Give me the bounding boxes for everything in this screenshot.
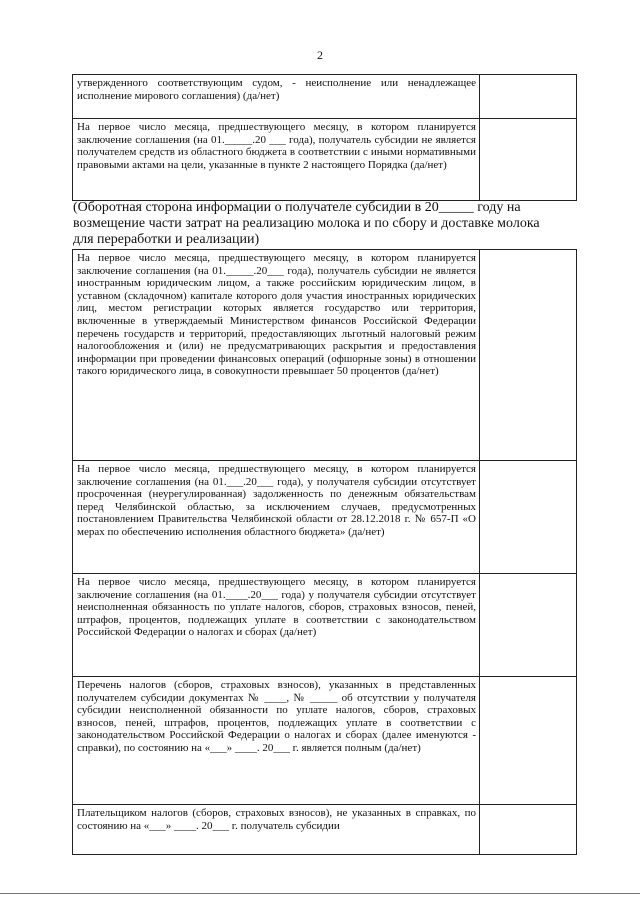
table-row [73,677,577,805]
caption-line: возмещение части затрат на реализацию молока и по сбору и доставке молока [73,216,540,231]
page-number: 2 [317,48,323,62]
caption-line: (Оборотная сторона информации о получателе субсидии в 20_____ году на [73,200,521,215]
info-table-main [72,249,577,855]
answer-cell[interactable] [480,250,577,461]
answer-cell[interactable] [480,461,577,574]
answer-cell[interactable] [480,119,577,201]
row-text: Плательщиком налогов (сборов, страховых взносов), не указанных в справках, по состоянию на «___» ____. 20___ г. получатель субсидии [73,805,480,855]
page-edge-divider [0,893,640,894]
section-caption [73,200,583,248]
row-text: утвержденного соответствующим судом, - неисполнение или ненадлежащее исполнение мирового соглашения) (да/нет) [73,75,480,119]
table-row [73,75,577,119]
answer-cell[interactable] [480,75,577,119]
caption-line: для переработки и реализации) [73,232,260,247]
row-text: Перечень налогов (сборов, страховых взносов), указанных в представленных получателем субсидии документах № ____, № _____ об отсутствии у получателя субсидии неисполненной обязанности по уплате налогов, сборов, страховых взносов, пеней, штрафов, процентов, подлежащих уплате в соответствии с законодательством Российской Федерации о налогах и сборах (далее именуются - справки), по состоянию на «___» ____. 20___ г. является полным (да/нет) [73,677,480,805]
table-row [73,805,577,855]
table-row [73,250,577,461]
table-row [73,461,577,574]
answer-cell[interactable] [480,574,577,677]
answer-cell[interactable] [480,677,577,805]
table-row [73,574,577,677]
row-text: На первое число месяца, предшествующего месяцу, в котором планируется заключение соглашения (на 01.___.20___ года), у получателя субсидии отсутствует просроченная (неурегулированная) задолженность по денежным обязательствам перед Челябинской областью, за исключением случаев, предусмотренных постановлением Правительства Челябинской области от 28.12.2018 г. № 657-П «О мерах по обеспечению исполнения областного бюджета» (да/нет) [73,461,480,574]
info-table-top [72,74,577,201]
row-text: На первое число месяца, предшествующего месяцу, в котором планируется заключение соглашения (на 01._____.20 ___ года), получатель субсидии не является получателем средств из областного бюджета в соответствии с иными нормативными правовыми актами на цели, указанные в пункте 2 настоящего Порядка (да/нет) [73,119,480,201]
row-text: На первое число месяца, предшествующего месяцу, в котором планируется заключение соглашения (на 01._____.20___ года), получатель субсидии не является иностранным юридическим лицом, а также российским юридическим лицом, в уставном (складочном) капитале которого доля участия иностранных юридических лиц, местом регистрации которых является государство или территория, включенные в утверждаемый Министерством финансов Российской Федерации перечень государств и территорий, предоставляющих льготный налоговый режим налогообложения и (или) не предусматривающих раскрытия и предоставления информации при проведении финансовых операций (офшорные зоны) в отношении такого юридического лица, в совокупности превышает 50 процентов (да/нет) [73,250,480,461]
table-row [73,119,577,201]
answer-cell[interactable] [480,805,577,855]
row-text: На первое число месяца, предшествующего месяцу, в котором планируется заключение соглашения (на 01.____.20___ года) у получателя субсидии отсутствует неисполненная обязанность по уплате налогов, сборов, страховых взносов, пеней, штрафов, процентов, подлежащих уплате в соответствии с законодательством Российской Федерации о налогах и сборах (да/нет) [73,574,480,677]
